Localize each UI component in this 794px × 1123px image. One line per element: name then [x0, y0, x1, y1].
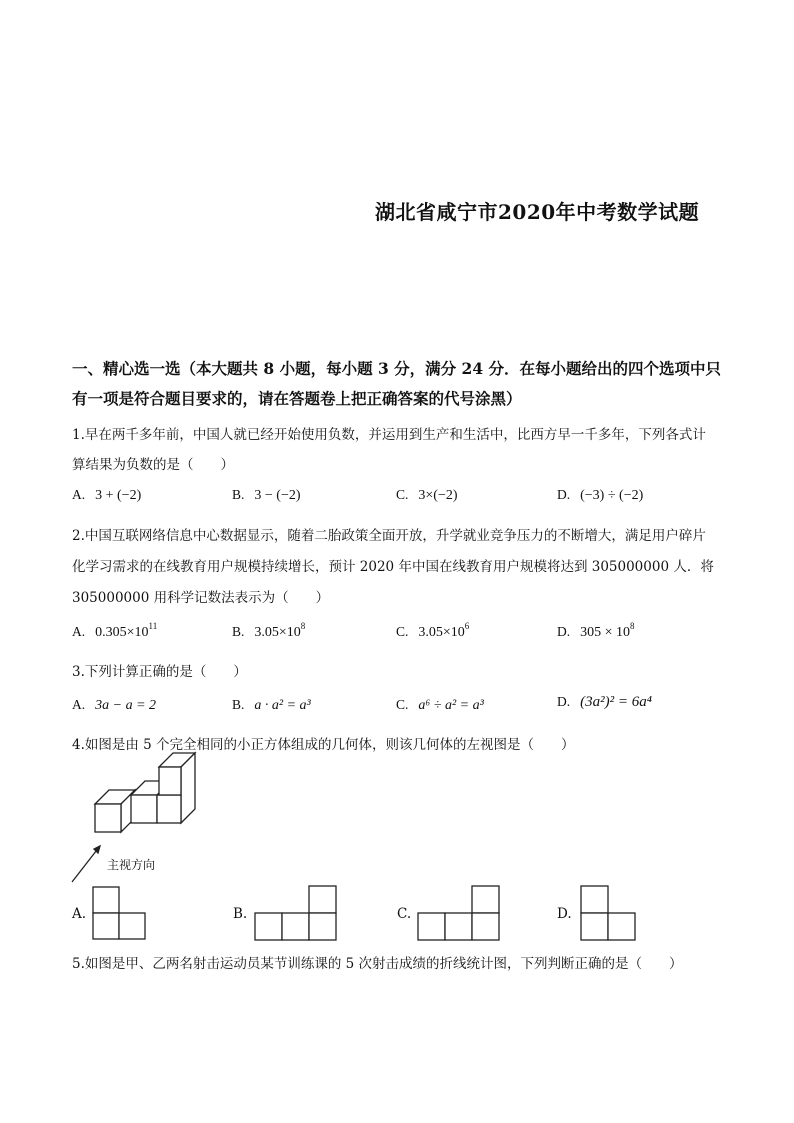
q1-option-d-expr: (−3) ÷ (−2) — [580, 488, 644, 503]
q4-option-c-label: C. — [397, 906, 412, 922]
q4-option-a-label: A. — [72, 906, 87, 922]
q1-option-d: D. (−3) ÷ (−2) — [557, 487, 644, 503]
q3-option-b: B. a · a² = a³ — [232, 697, 311, 713]
q2-option-d-base: 305 × 10 — [580, 625, 631, 640]
q3-option-b-expr: a · a² = a³ — [254, 698, 311, 713]
view-direction-label: 主视方向 — [107, 858, 156, 872]
q3-option-a: A. 3a − a = 2 — [72, 697, 157, 713]
q2-option-a: A. $0.305\times 10^{11}$ — [72, 621, 158, 640]
q2-option-b-base: 3.05×10 — [254, 625, 301, 640]
q3-option-a-expr: 3a − a = 2 — [95, 698, 157, 713]
q3-option-c-expr: a⁶ ÷ a² = a³ — [418, 698, 484, 713]
q2-option-a-base: 0.305×10 — [95, 625, 149, 640]
q2-text-line1: 2.中国互联网络信息中心数据显示，随着二胎政策全面开放，升学就业竞争压力的不断增大，满足用户碎片 — [72, 528, 706, 544]
q3-text-line1: 3.下列计算正确的是（ ） — [72, 664, 247, 680]
q2-option-d-exp: 8 — [630, 621, 635, 631]
q2-option-c-base: 3.05×10 — [418, 625, 465, 640]
q2-text-line2: 化学习需求的在线教育用户规模持续增长，预计 2020 年中国在线教育用户规模将达到 305000000 人．将 — [72, 559, 714, 575]
q3-option-d: D. (3a²)² = 6a⁴ — [557, 694, 652, 710]
q2-option-c-exp: 6 — [464, 621, 470, 631]
q1-text-line2: 算结果为负数的是（ ） — [72, 457, 234, 473]
q2-option-b-exp: 8 — [300, 621, 306, 631]
q4-text-line1: 4.如图是由 5 个完全相同的小正方体组成的几何体，则该几何体的左视图是（ ） — [72, 737, 575, 753]
q3-option-d-expr: (3a²)² = 6a⁴ — [580, 694, 652, 710]
q2-text-line3: 305000000 用科学记数法表示为（ ） — [72, 590, 330, 606]
q2-option-a-exp: 11 — [148, 621, 158, 631]
q2-option-b: B. $3.05\times 10^8$ — [232, 621, 306, 640]
q1-option-a: A. 3 + (−2) — [72, 487, 142, 503]
section-header-line1: 一、精心选一选（本大题共 8 小题，每小题 3 分，满分 24 分．在每小题给出的四个选项中只 — [72, 359, 722, 378]
q2-option-d: D. $305 \times 10^8$ — [557, 621, 635, 640]
q3-option-c: C. a⁶ ÷ a² = a³ — [396, 697, 484, 713]
q1-option-b-expr: 3 − (−2) — [254, 488, 301, 503]
section-header-line2: 有一项是符合题目要求的，请在答题卷上把正确答案的代号涂黑） — [72, 389, 522, 408]
q1-text-line1: 1.早在两千多年前，中国人就已经开始使用负数，并运用到生产和生活中，比西方早一千多年，下列各式计 — [72, 427, 706, 443]
q1-option-b: B. 3 − (−2) — [232, 487, 301, 503]
q5-text-line1: 5.如图是甲、乙两名射击运动员某节训练课的 5 次射击成绩的折线统计图，下列判断正确的是（ ） — [72, 956, 683, 972]
q1-option-a-expr: 3 + (−2) — [95, 488, 142, 503]
page-title: 湖北省咸宁市2020年中考数学试题 — [375, 200, 700, 224]
q2-option-c: C. $3.05\times 10^6$ — [396, 621, 470, 640]
q1-option-c: C. 3×(−2) — [396, 487, 458, 503]
q4-option-d-label: D. — [557, 906, 572, 922]
q1-option-c-expr: 3×(−2) — [418, 488, 458, 503]
q4-option-b-label: B. — [233, 906, 248, 922]
